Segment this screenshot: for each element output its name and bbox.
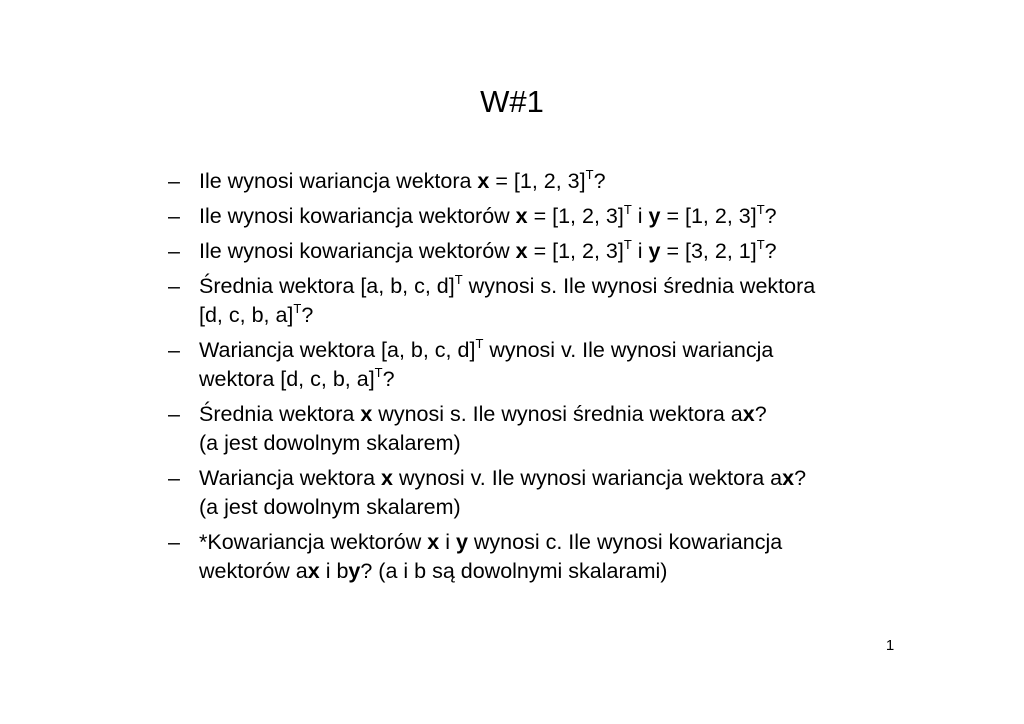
transpose-superscript: T bbox=[756, 237, 765, 252]
question-text: Średnia wektora [a, b, c, d] bbox=[199, 274, 455, 298]
question-text: ? bbox=[382, 367, 395, 391]
question-item bbox=[166, 400, 926, 458]
question-item bbox=[166, 528, 926, 586]
question-text: wynosi v. Ile wynosi wariancja wektora a bbox=[392, 466, 783, 490]
question-list bbox=[166, 167, 926, 592]
question-text: Wariancja wektora bbox=[199, 466, 382, 490]
vector-symbol: x bbox=[515, 204, 528, 228]
question-line bbox=[199, 528, 926, 557]
question-item bbox=[166, 202, 926, 231]
vector-symbol: x bbox=[381, 466, 393, 490]
vector-symbol: x bbox=[515, 239, 528, 263]
transpose-superscript: T bbox=[293, 301, 302, 316]
question-item bbox=[166, 237, 926, 266]
vector-symbol: x bbox=[782, 466, 795, 490]
transpose-superscript: T bbox=[756, 202, 765, 217]
question-line bbox=[199, 557, 926, 586]
vector-symbol: x bbox=[307, 559, 320, 583]
vector-symbol: x bbox=[742, 402, 755, 426]
question-text: [d, c, b, a] bbox=[199, 303, 294, 327]
question-line bbox=[199, 237, 926, 266]
question-text: wynosi c. Ile wynosi kowariancja bbox=[467, 530, 783, 554]
transpose-superscript: T bbox=[585, 167, 594, 182]
transpose-superscript: T bbox=[623, 237, 632, 252]
question-text: = [1, 2, 3] bbox=[660, 204, 757, 228]
question-text: i bbox=[439, 530, 456, 554]
question-text: ? bbox=[301, 303, 314, 327]
vector-symbol: y bbox=[348, 559, 361, 583]
bullet-dash: – bbox=[168, 274, 180, 298]
question-text: i bbox=[631, 239, 649, 263]
question-text: Wariancja wektora [a, b, c, d] bbox=[199, 338, 476, 362]
transpose-superscript: T bbox=[374, 365, 383, 380]
question-text: *Kowariancja wektorów bbox=[199, 530, 428, 554]
bullet-dash: – bbox=[168, 169, 180, 193]
question-text: wynosi s. Ile wynosi średnia wektora bbox=[462, 274, 816, 298]
question-text: (a jest dowolnym skalarem) bbox=[199, 495, 461, 519]
question-text: i b bbox=[319, 559, 349, 583]
question-text: ? bbox=[794, 466, 807, 490]
question-text: Ile wynosi wariancja wektora bbox=[199, 169, 478, 193]
question-item bbox=[166, 167, 926, 196]
question-line bbox=[199, 336, 926, 365]
question-line bbox=[199, 365, 926, 394]
bullet-dash: – bbox=[168, 204, 180, 228]
vector-symbol: y bbox=[455, 530, 468, 554]
question-line bbox=[199, 301, 926, 330]
question-line bbox=[199, 429, 926, 458]
transpose-superscript: T bbox=[475, 336, 484, 351]
question-text: ? (a i b są dowolnymi skalarami) bbox=[360, 559, 668, 583]
question-line bbox=[199, 400, 926, 429]
question-text: ? bbox=[593, 169, 606, 193]
question-text: = [1, 2, 3] bbox=[527, 239, 624, 263]
bullet-dash: – bbox=[168, 239, 180, 263]
bullet-dash: – bbox=[168, 530, 180, 554]
bullet-dash: – bbox=[168, 402, 180, 426]
question-text: Ile wynosi kowariancja wektorów bbox=[199, 239, 516, 263]
transpose-superscript: T bbox=[623, 202, 632, 217]
question-item bbox=[166, 272, 926, 330]
question-item bbox=[166, 464, 926, 522]
question-item bbox=[166, 336, 926, 394]
question-line bbox=[199, 202, 926, 231]
vector-symbol: x bbox=[477, 169, 490, 193]
vector-symbol: x bbox=[360, 402, 373, 426]
question-text: Ile wynosi kowariancja wektorów bbox=[199, 204, 516, 228]
question-line bbox=[199, 167, 926, 196]
question-text: ? bbox=[764, 239, 777, 263]
question-line bbox=[199, 464, 926, 493]
question-text: = [3, 2, 1] bbox=[660, 239, 757, 263]
question-text: wynosi s. Ile wynosi średnia wektora a bbox=[372, 402, 743, 426]
question-line bbox=[199, 272, 926, 301]
question-text: wynosi v. Ile wynosi wariancja bbox=[483, 338, 774, 362]
page-number: 1 bbox=[885, 637, 895, 654]
question-text: i bbox=[631, 204, 649, 228]
transpose-superscript: T bbox=[454, 272, 463, 287]
vector-symbol: y bbox=[648, 204, 661, 228]
question-text: = [1, 2, 3] bbox=[489, 169, 586, 193]
question-text: Średnia wektora bbox=[199, 402, 361, 426]
vector-symbol: x bbox=[427, 530, 440, 554]
question-text: (a jest dowolnym skalarem) bbox=[199, 431, 461, 455]
question-text: wektora [d, c, b, a] bbox=[199, 367, 375, 391]
question-text: = [1, 2, 3] bbox=[527, 204, 624, 228]
question-text: wektorów a bbox=[199, 559, 308, 583]
bullet-dash: – bbox=[168, 466, 180, 490]
bullet-dash: – bbox=[168, 338, 180, 362]
question-line bbox=[199, 493, 926, 522]
vector-symbol: y bbox=[648, 239, 661, 263]
question-text: ? bbox=[764, 204, 777, 228]
slide-title: W#1 bbox=[480, 84, 544, 119]
question-text: ? bbox=[754, 402, 767, 426]
